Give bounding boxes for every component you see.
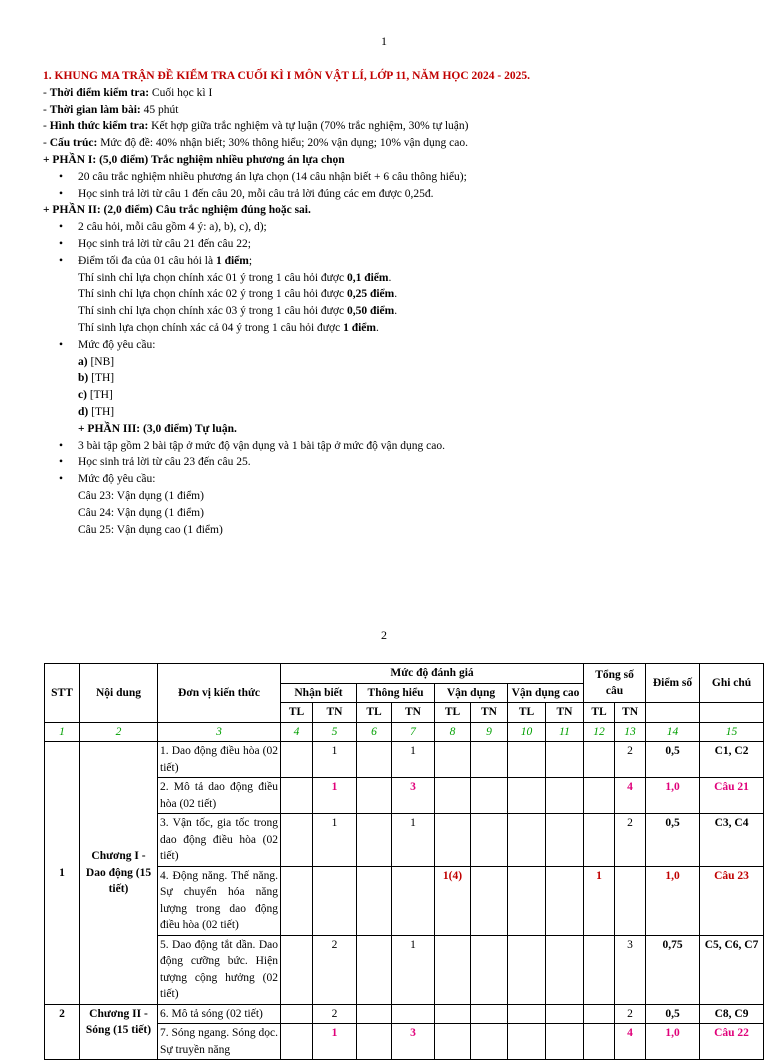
part1-bullet: • 20 câu trắc nghiệm nhiều phương án lựa chọn (14 câu nhận biết + 6 câu thông hiểu); xyxy=(43,169,743,186)
header-tl: TL xyxy=(584,703,615,723)
nb-tn-cell: 2 xyxy=(313,935,357,1004)
header-tl: TL xyxy=(508,703,546,723)
total-tl-cell: 1 xyxy=(584,866,615,935)
section-title: 1. KHUNG MA TRẬN ĐỀ KIỂM TRA CUỐI KÌ I MÔN VẬT LÍ, LỚP 11, NĂM HỌC 2024 - 2025. xyxy=(43,70,530,82)
note-cell: C5, C6, C7 xyxy=(700,935,764,1004)
header-level-vd: Vận dụng xyxy=(435,683,508,703)
page-number: 2 xyxy=(381,628,387,642)
table-header-row xyxy=(45,664,764,684)
nb-tn-cell: 2 xyxy=(313,1004,357,1024)
meta-form: - Hình thức kiểm tra: Kết hợp giữa trắc nghiệm và tự luận (70% trắc nghiệm, 30% tự luận) xyxy=(43,120,469,133)
note-cell: C8, C9 xyxy=(700,1004,764,1024)
level-item: b) [TH] xyxy=(78,372,115,385)
header-unit: Đơn vị kiến thức xyxy=(158,664,281,723)
part1-bullet: • Học sinh trả lời từ câu 1 đến câu 20, mỗi câu trả lời đúng các em được 0,25đ. xyxy=(43,186,743,203)
header-stt: STT xyxy=(45,664,80,723)
part2-levels-label: • Mức độ yêu cầu: xyxy=(43,337,743,354)
score-cell: 0,5 xyxy=(646,1004,700,1024)
header-tl: TL xyxy=(435,703,471,723)
header-tn: TN xyxy=(471,703,508,723)
column-index: 13 xyxy=(615,722,646,742)
vd-tl-cell: 1(4) xyxy=(435,866,471,935)
header-tn: TN xyxy=(546,703,584,723)
total-tn-cell: 4 xyxy=(615,778,646,814)
column-index: 8 xyxy=(435,722,471,742)
note-cell: C3, C4 xyxy=(700,814,764,867)
scoring-rule: Thí sinh lựa chọn chính xác cả 04 ý trong 1 câu hỏi được 1 điểm. xyxy=(78,321,379,334)
th-tn-cell: 3 xyxy=(392,1024,435,1060)
total-tn-cell: 2 xyxy=(615,742,646,778)
scoring-rule: Thí sinh chỉ lựa chọn chính xác 03 ý trong 1 câu hỏi được 0,50 điểm. xyxy=(78,305,398,318)
score-cell: 1,0 xyxy=(646,866,700,935)
unit-cell: 7. Sóng ngang. Sóng dọc. Sự truyền năng xyxy=(158,1024,281,1060)
level-item: Câu 23: Vận dụng (1 điểm) xyxy=(78,489,204,502)
chapter-stt: 1 xyxy=(45,742,80,1005)
part3-bullet: • Học sinh trả lời từ câu 23 đến câu 25. xyxy=(43,454,743,471)
column-index: 4 xyxy=(281,722,313,742)
nb-tn-cell: 1 xyxy=(313,1024,357,1060)
header-empty xyxy=(646,703,700,723)
table-row xyxy=(45,1004,764,1024)
chapter-stt: 2 xyxy=(45,1004,80,1060)
column-index: 14 xyxy=(646,722,700,742)
total-tn-cell: 2 xyxy=(615,814,646,867)
column-index: 15 xyxy=(700,722,764,742)
header-total: Tổng số câu xyxy=(584,664,646,703)
part2-bullet: • 2 câu hỏi, mỗi câu gồm 4 ý: a), b), c), d); xyxy=(43,219,743,236)
unit-cell: 1. Dao động điều hòa (02 tiết) xyxy=(158,742,281,778)
meta-duration: - Thời gian làm bài: 45 phút xyxy=(43,103,179,116)
note-cell: C1, C2 xyxy=(700,742,764,778)
table-row xyxy=(45,742,764,778)
total-tn-cell: 3 xyxy=(615,935,646,1004)
column-index: 7 xyxy=(392,722,435,742)
part3-levels-label: • Mức độ yêu cầu: xyxy=(43,471,743,488)
header-tn: TN xyxy=(615,703,646,723)
th-tn-cell: 1 xyxy=(392,935,435,1004)
header-tn: TN xyxy=(313,703,357,723)
header-level-th: Thông hiểu xyxy=(357,683,435,703)
header-level-nb: Nhận biết xyxy=(281,683,357,703)
unit-cell: 4. Động năng. Thế năng. Sự chuyển hóa năng lượng trong dao động điều hòa (02 tiết) xyxy=(158,866,281,935)
header-content: Nội dung xyxy=(80,664,158,723)
score-cell: 0,75 xyxy=(646,935,700,1004)
column-index: 10 xyxy=(508,722,546,742)
level-item: c) [TH] xyxy=(78,389,113,402)
part1-heading: + PHẦN I: (5,0 điểm) Trắc nghiệm nhiều phương án lựa chọn xyxy=(43,153,345,166)
chapter-name: Chương II - Sóng (15 tiết) xyxy=(80,1004,158,1060)
column-index: 2 xyxy=(80,722,158,742)
level-item: d) [TH] xyxy=(78,405,115,418)
meta-structure: - Cấu trúc: Mức độ đề: 40% nhận biết; 30% thông hiểu; 20% vận dụng; 10% vận dụng cao. xyxy=(43,137,468,150)
total-tn-cell: 4 xyxy=(615,1024,646,1060)
header-score: Điểm số xyxy=(646,664,700,703)
column-index: 9 xyxy=(471,722,508,742)
header-tn: TN xyxy=(392,703,435,723)
part3-heading: + PHẦN III: (3,0 điểm) Tự luận. xyxy=(78,422,237,435)
th-tn-cell: 1 xyxy=(392,814,435,867)
note-cell: Câu 21 xyxy=(700,778,764,814)
column-index: 1 xyxy=(45,722,80,742)
score-cell: 0,5 xyxy=(646,742,700,778)
unit-cell: 3. Vận tốc, gia tốc trong dao động điều hòa (02 tiết) xyxy=(158,814,281,867)
note-cell: Câu 22 xyxy=(700,1024,764,1060)
nb-tn-cell: 1 xyxy=(313,742,357,778)
column-index-row xyxy=(45,722,764,742)
nb-tn-cell: 1 xyxy=(313,814,357,867)
score-cell: 1,0 xyxy=(646,1024,700,1060)
score-cell: 0,5 xyxy=(646,814,700,867)
column-index: 6 xyxy=(357,722,392,742)
header-note: Ghi chú xyxy=(700,664,764,703)
column-index: 12 xyxy=(584,722,615,742)
header-level: Mức độ đánh giá xyxy=(281,664,584,684)
header-tl: TL xyxy=(357,703,392,723)
part3-bullet: • 3 bài tập gồm 2 bài tập ở mức độ vận dụng và 1 bài tập ở mức độ vận dụng cao. xyxy=(43,438,743,455)
scoring-rule: Thí sinh chỉ lựa chọn chính xác 01 ý trong 1 câu hỏi được 0,1 điểm. xyxy=(78,271,392,284)
unit-cell: 6. Mô tả sóng (02 tiết) xyxy=(158,1004,281,1024)
part2-heading: + PHẦN II: (2,0 điểm) Câu trắc nghiệm đúng hoặc sai. xyxy=(43,204,311,217)
level-item: Câu 24: Vận dụng (1 điểm) xyxy=(78,506,204,519)
scoring-rule: Thí sinh chỉ lựa chọn chính xác 02 ý trong 1 câu hỏi được 0,25 điểm. xyxy=(78,288,398,301)
exam-matrix-description xyxy=(43,68,743,538)
chapter-name: Chương I - Dao động (15 tiết) xyxy=(80,742,158,1005)
th-tn-cell: 3 xyxy=(392,778,435,814)
unit-cell: 5. Dao động tắt dần. Dao động cưỡng bức. Hiện tượng cộng hưởng (02 tiết) xyxy=(158,935,281,1004)
page-number: 1 xyxy=(381,34,387,48)
header-tl: TL xyxy=(281,703,313,723)
meta-time: - Thời điểm kiểm tra: Cuối học kì I xyxy=(43,86,213,99)
part2-bullet: • Học sinh trả lời từ câu 21 đến câu 22; xyxy=(43,236,743,253)
matrix-table xyxy=(44,663,764,1060)
note-cell: Câu 23 xyxy=(700,866,764,935)
level-item: Câu 25: Vận dụng cao (1 điểm) xyxy=(78,523,223,536)
total-tn-cell: 2 xyxy=(615,1004,646,1024)
column-index: 3 xyxy=(158,722,281,742)
level-item: a) [NB] xyxy=(78,355,115,368)
score-cell: 1,0 xyxy=(646,778,700,814)
unit-cell: 2. Mô tả dao động điều hòa (02 tiết) xyxy=(158,778,281,814)
column-index: 5 xyxy=(313,722,357,742)
th-tn-cell: 1 xyxy=(392,742,435,778)
column-index: 11 xyxy=(546,722,584,742)
nb-tn-cell: 1 xyxy=(313,778,357,814)
part2-bullet: • Điểm tối đa của 01 câu hỏi là 1 điểm; xyxy=(43,253,743,270)
header-level-vdc: Vận dụng cao xyxy=(508,683,584,703)
header-empty xyxy=(700,703,764,723)
